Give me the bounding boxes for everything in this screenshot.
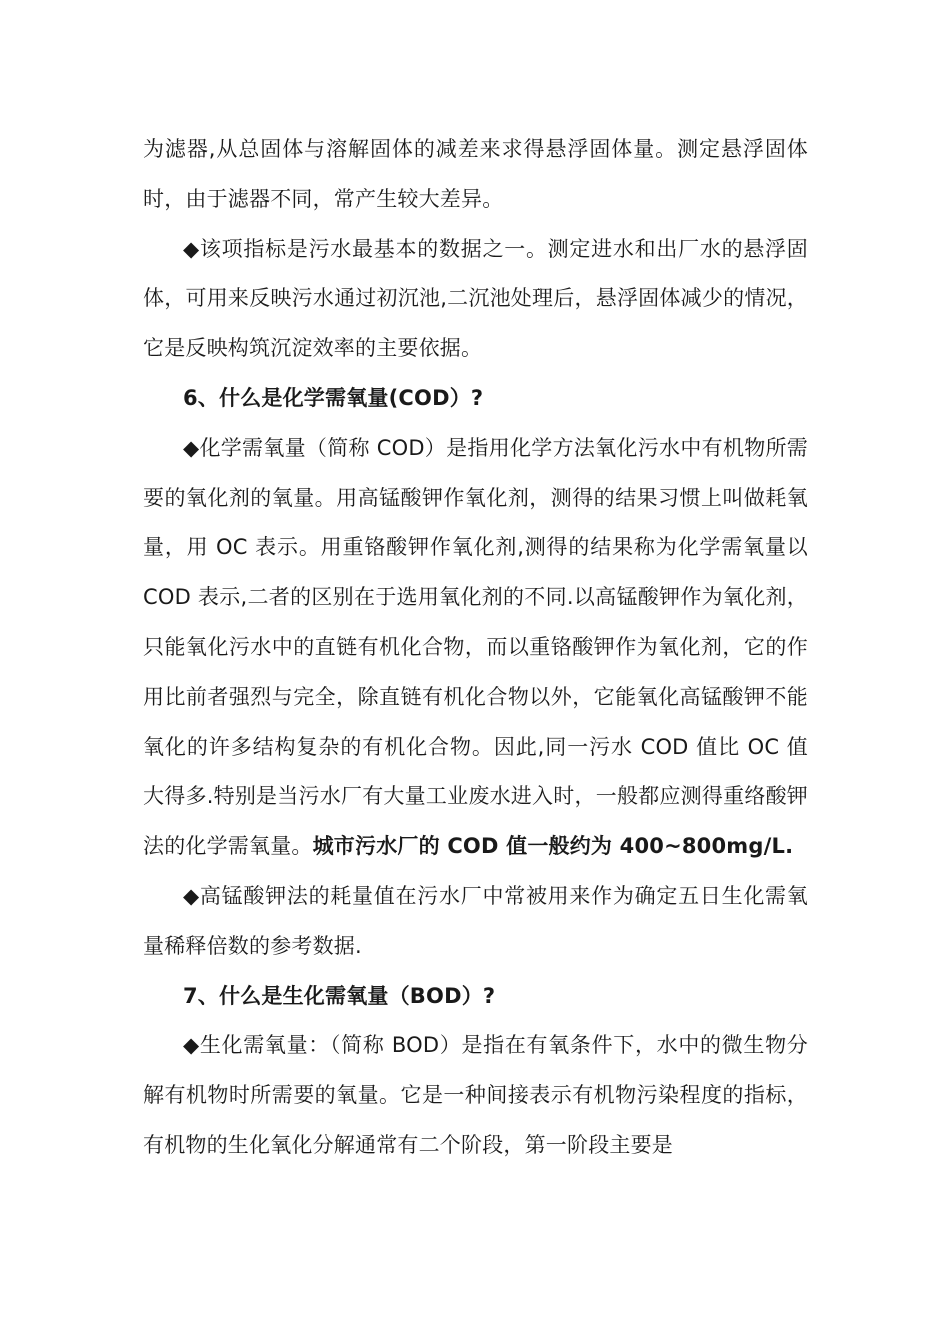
paragraph-permanganate: ◆高锰酸钾法的耗量值在污水厂中常被用来作为确定五日生化需氧量稀释倍数的参考数据. bbox=[143, 883, 808, 958]
heading-bod: 7、什么是生化需氧量（BOD）? bbox=[183, 983, 496, 1008]
heading-cod: 6、什么是化学需氧量(COD）? bbox=[183, 385, 484, 410]
paragraph-suspended-solids-continuation: 为滤器,从总固体与溶解固体的减差来求得悬浮固体量。测定悬浮固体时，由于滤器不同，常产生较大差异。 bbox=[143, 137, 808, 211]
paragraph-bod-definition: ◆生化需氧量：（简称 BOD）是指在有氧条件下，水中的微生物分解有机物时所需要的氧量。它是一种间接表示有机物污染程度的指标，有机物的生化氧化分解通常有二个阶段，第一阶段主要是 bbox=[143, 1033, 808, 1157]
cod-definition-text: ◆化学需氧量（简称 COD）是指用化学方法氧化污水中有机物所需要的氧化剂的氧量。用高锰酸钾作氧化剂，测得的结果习惯上叫做耗氧量，用 OC 表示。用重铬酸钾作氧化剂,测得的结果称为化学需氧量以 COD 表示,二者的区别在于选用氧化剂的不同.以高锰酸钾作为氧化剂，只能氧化污水中的直链有机化合物，而以重铬酸钾作为氧化剂，它的作用比前者强烈与完全，除直链有机化合物以外，它能氧化高锰酸钾不能氧化的许多结构复杂的有机化合物。因此,同一污水 COD 值比 OC 值大得多.特别是当污水厂有大量工业废水进入时，一般都应测得重络酸钾法的化学需氧量。 bbox=[143, 435, 808, 859]
cod-typical-value: 城市污水厂的 COD 值一般约为 400~800mg/L. bbox=[312, 834, 794, 859]
paragraph-suspended-solids-index: ◆该项指标是污水最基本的数据之一。测定进水和出厂水的悬浮固体，可用来反映污水通过初沉池,二沉池处理后，悬浮固体减少的情况，它是反映构筑沉淀效率的主要依据。 bbox=[143, 236, 808, 361]
document-body bbox=[143, 125, 808, 1171]
paragraph-cod-definition bbox=[143, 424, 808, 872]
